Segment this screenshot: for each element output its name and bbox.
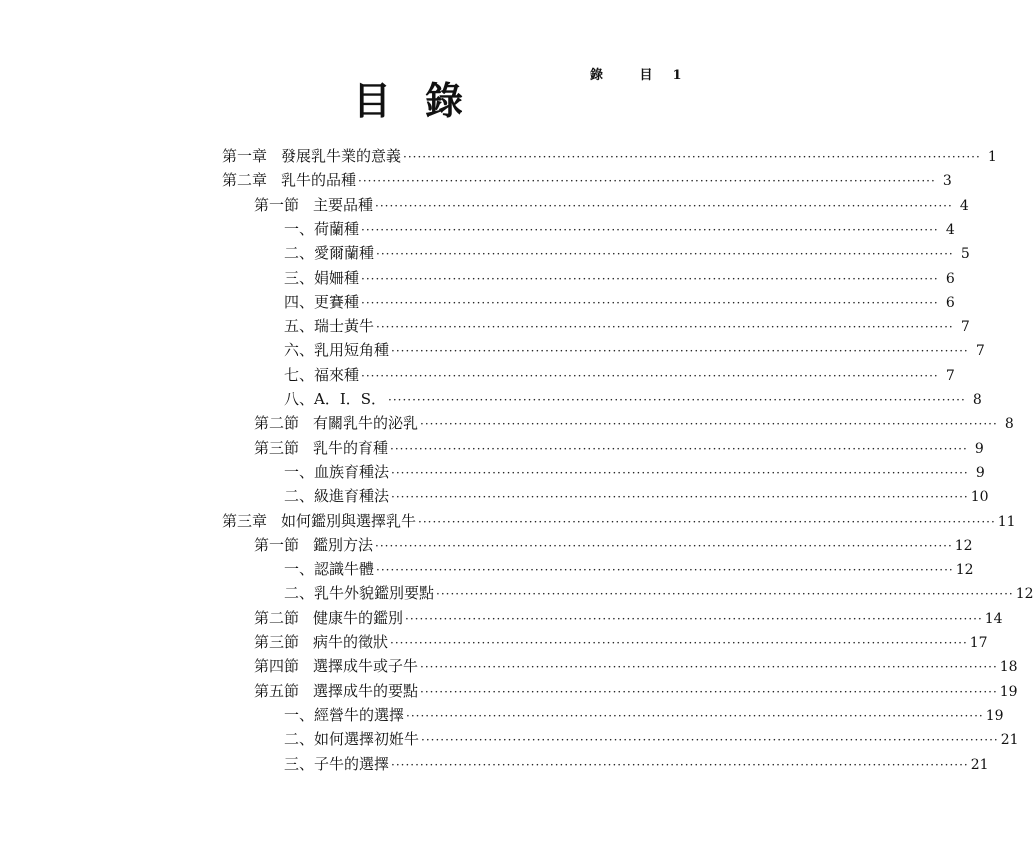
dot-leader: ························································································································	[358, 174, 936, 189]
toc-entry-number: 第二節	[254, 608, 300, 627]
toc-entry[interactable]	[284, 460, 985, 484]
toc-entry-title: 發展乳牛業的意義	[281, 147, 402, 165]
toc-entry[interactable]	[222, 144, 997, 168]
dot-leader: ························································································································	[436, 587, 1014, 602]
toc-entry-label	[284, 338, 389, 362]
toc-entry[interactable]	[284, 557, 974, 581]
toc-entry-page: 21	[970, 756, 989, 773]
toc-entry-title: 五、瑞士黃牛	[284, 317, 375, 336]
toc-entry-page: 3	[942, 173, 952, 190]
toc-entry-page: 5	[960, 246, 970, 263]
dot-leader: ························································································································	[390, 636, 968, 650]
toc-entry[interactable]	[284, 752, 989, 776]
toc-entry-page: 12	[954, 537, 973, 554]
toc-entry-title: 三、娟姍種	[284, 268, 360, 287]
toc-entry[interactable]	[284, 703, 1004, 727]
toc-entry-label	[222, 509, 416, 533]
toc-entry-page: 12	[1015, 586, 1034, 603]
dot-leader: ························································································································	[403, 150, 981, 164]
dot-leader: ························································································································	[375, 538, 953, 553]
toc-entry[interactable]	[284, 266, 955, 290]
toc-entry-number: 第二節	[254, 414, 300, 433]
dot-leader: ························································································································	[361, 271, 939, 286]
toc-entry-page: 7	[975, 343, 985, 360]
toc-entry-label	[284, 266, 359, 290]
dot-leader: ························································································································	[391, 465, 969, 480]
toc-entry-page: 14	[984, 610, 1003, 627]
dot-leader: ························································································································	[421, 733, 999, 748]
dot-leader: ························································································································	[420, 660, 998, 675]
toc-entry[interactable]	[284, 338, 985, 362]
toc-entry-label	[284, 581, 434, 605]
toc-entry[interactable]	[284, 241, 970, 265]
toc-entry-page: 21	[1000, 732, 1019, 749]
page-number: 1	[672, 68, 682, 83]
toc-entry[interactable]	[254, 630, 988, 654]
dot-leader: ························································································································	[420, 684, 998, 699]
toc-entry-page: 7	[945, 367, 955, 384]
dot-leader: ························································································································	[420, 417, 998, 432]
dot-leader: ························································································································	[391, 344, 969, 359]
toc-entry[interactable]	[284, 290, 955, 314]
toc-entry-label	[284, 217, 359, 241]
toc-entry[interactable]	[284, 217, 955, 241]
toc-entry-title: 如何鑑別與選擇乳牛	[281, 511, 417, 530]
toc-entry-page: 10	[970, 489, 989, 506]
toc-entry-title: 三、子牛的選擇	[284, 754, 390, 773]
toc-entry-label	[254, 436, 388, 460]
dot-leader: ························································································································	[391, 490, 969, 505]
toc-entry-page: 19	[985, 707, 1004, 724]
toc-entry-label	[254, 679, 418, 703]
toc-entry-page: 8	[972, 392, 982, 408]
dot-leader: ························································································································	[376, 247, 954, 262]
toc-entry-page: 18	[999, 659, 1018, 676]
toc-entry[interactable]	[284, 484, 989, 508]
toc-entry-title: 四、更賽種	[284, 292, 360, 311]
toc-entry[interactable]	[222, 168, 952, 192]
toc-entry-label	[222, 168, 356, 192]
toc-entry-title: 六、乳用短角種	[284, 341, 390, 360]
toc-entry[interactable]	[254, 411, 1014, 435]
toc-entry-label	[284, 460, 389, 484]
running-title: 錄 目	[590, 68, 669, 83]
toc-entry-title: 二、乳牛外貌鑑別要點	[284, 584, 435, 603]
toc-entry-label	[284, 727, 419, 751]
toc-entry-label	[284, 703, 404, 727]
toc-entry[interactable]	[284, 314, 970, 338]
dot-leader: ························································································································	[361, 222, 939, 237]
toc-entry-page: 8	[1004, 416, 1014, 433]
page-title: 目錄	[352, 78, 497, 123]
toc-entry-number: 第一章	[222, 147, 268, 165]
toc-entry-page: 19	[999, 683, 1018, 700]
toc-entry[interactable]	[222, 509, 1016, 533]
toc-entry-number: 第三節	[254, 438, 300, 457]
toc-entry-label	[284, 484, 389, 508]
dot-leader: ························································································································	[376, 320, 954, 335]
dot-leader: ························································································································	[361, 368, 939, 383]
toc-entry-number: 第三章	[222, 511, 268, 530]
toc-entry-number: 第一節	[254, 195, 300, 214]
dot-leader: ························································································································	[375, 198, 953, 213]
toc-entry-title: 鑑別方法	[313, 535, 374, 554]
toc-entry[interactable]	[254, 606, 1003, 630]
toc-entry-page: 17	[969, 635, 988, 651]
toc-entry-label	[284, 314, 374, 338]
dot-leader: ························································································································	[390, 441, 968, 456]
toc-entry-label	[284, 290, 359, 314]
toc-entry[interactable]	[284, 387, 982, 411]
toc-entry-label	[254, 654, 418, 678]
toc-entry-label	[284, 363, 359, 387]
toc-entry-page: 9	[974, 440, 984, 457]
toc-entry-title: 選擇成牛或子牛	[313, 657, 419, 676]
toc-entry-label	[254, 193, 373, 217]
toc-entry[interactable]	[284, 581, 1034, 605]
toc-entry-title: 選擇成牛的要點	[313, 681, 419, 700]
toc-entry-title: 乳牛的育種	[313, 438, 389, 457]
toc-entry-label	[254, 533, 373, 557]
toc-entry[interactable]	[254, 193, 969, 217]
toc-entry-title: 二、級進育種法	[284, 487, 390, 506]
toc-entry-title: 一、經營牛的選擇	[284, 705, 405, 724]
dot-leader: ························································································································	[418, 514, 996, 529]
toc-entry-page: 11	[997, 513, 1016, 530]
dot-leader: ························································································································	[361, 295, 939, 310]
toc-entry-number: 第三節	[254, 633, 300, 651]
toc-entry[interactable]	[284, 363, 955, 387]
toc-entry-title: 七、福來種	[284, 365, 360, 384]
toc-entry-label	[222, 144, 401, 168]
toc-entry-title: 主要品種	[313, 195, 374, 214]
toc-entry-label	[284, 557, 374, 581]
toc-entry-page: 4	[959, 197, 969, 214]
toc-entry-number: 第一節	[254, 535, 300, 554]
toc-entry-title: 乳牛的品種	[281, 171, 357, 190]
toc-entry[interactable]	[254, 436, 984, 460]
toc-entry-page: 7	[960, 319, 970, 336]
toc-entry-title: 病牛的徵狀	[313, 633, 389, 651]
dot-leader: ························································································································	[388, 393, 966, 407]
toc-entry-title: 一、認識牛體	[284, 560, 375, 579]
toc-entry-number: 第四節	[254, 657, 300, 676]
toc-entry-label	[254, 630, 388, 654]
toc-entry-number: 第二章	[222, 171, 268, 190]
toc-entry-title: 一、荷蘭種	[284, 219, 360, 238]
toc-entry-title: 二、愛爾蘭種	[284, 244, 375, 263]
toc-entry-title: 一、血族育種法	[284, 462, 390, 481]
toc-entry-number: 第五節	[254, 681, 300, 700]
toc-entry-label	[254, 606, 403, 630]
toc-entry-page: 4	[945, 221, 955, 238]
toc-entry[interactable]	[284, 727, 1019, 751]
toc-entry-page: 12	[955, 562, 974, 579]
toc-entry[interactable]	[254, 654, 1018, 678]
dot-leader: ························································································································	[406, 708, 984, 723]
toc-entry-page: 9	[975, 464, 985, 481]
toc-entry-label	[284, 241, 374, 265]
toc-entry-label	[284, 752, 389, 776]
toc-entry-title: 二、如何選擇初姙牛	[284, 730, 420, 749]
dot-leader: ························································································································	[391, 757, 969, 772]
toc-entry-label	[284, 387, 386, 411]
toc-entry[interactable]	[254, 533, 973, 557]
toc-entry-title: 八、A．I．S．	[284, 390, 387, 408]
toc-entry-page: 1	[987, 149, 997, 165]
toc-entry-label	[254, 411, 418, 435]
toc-entry-title: 有關乳牛的泌乳	[313, 414, 419, 433]
dot-leader: ························································································································	[376, 563, 954, 578]
toc-entry-page: 6	[945, 294, 955, 311]
toc-entry-page: 6	[945, 270, 955, 287]
toc-entry-title: 健康牛的鑑別	[313, 608, 404, 627]
toc-entry[interactable]	[254, 679, 1018, 703]
dot-leader: ························································································································	[405, 611, 983, 626]
